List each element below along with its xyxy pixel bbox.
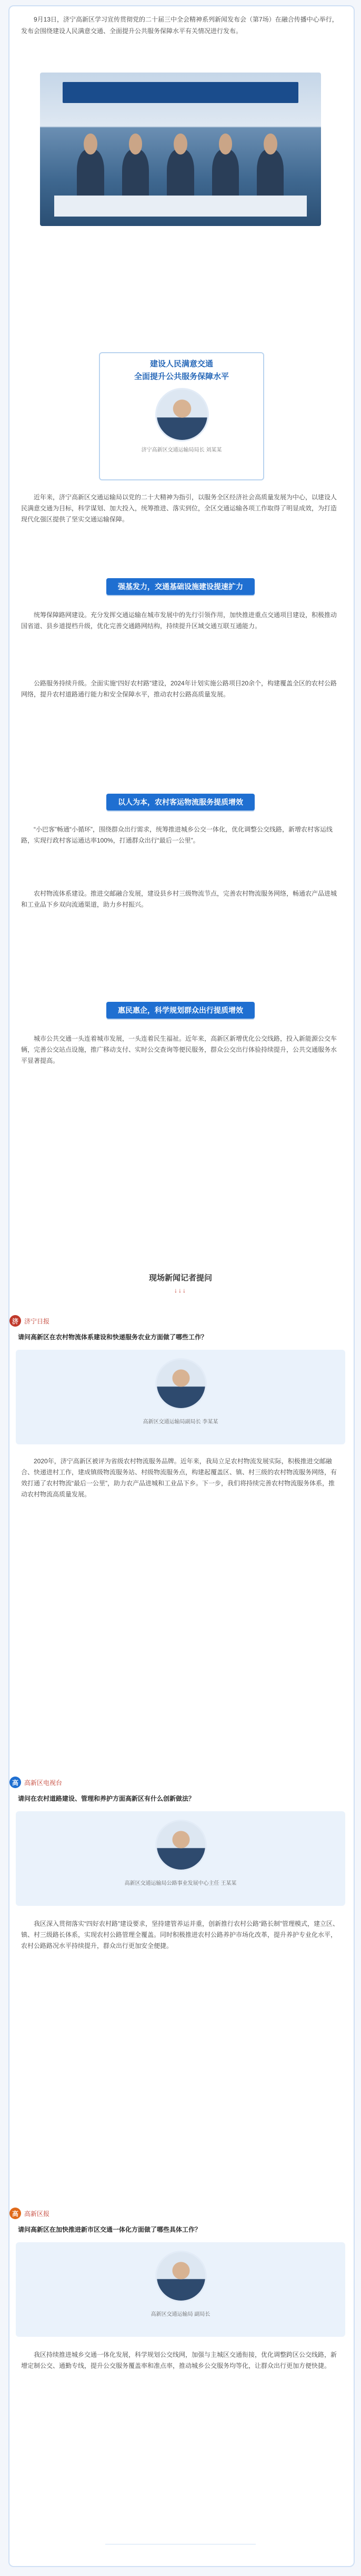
qa1-avatar [155,1358,207,1410]
intro-paragraph: 9月13日，济宁高新区学习宣传贯彻党的二十届三中全会精神系列新闻发布会（第7场）在融合传播中心举行，发布会围绕建设人民满意交通、全面提升公共服务保障水平有关情况进行发布。 [21,16,338,35]
qa3-caption: 高新区交通运输局 副局长 [151,2312,210,2317]
speaker-profile-card [99,352,264,480]
qa1-outlet-name: 济宁日报 [24,1317,50,1325]
section-2-paragraph-2: 农村物流体系建设。推进交邮融合发展，建设县乡村三级物流节点，完善农村物流服务网络，畅通农产品进城和工业品下乡双向流通渠道，助力乡村振兴。 [21,890,337,908]
qa2-avatar [155,1820,207,1871]
outlet-logo-icon: 高 [9,2208,21,2219]
qa3-avatar [155,2251,207,2302]
section-2-heading [0,794,361,810]
profile-title-line2: 全面提升公共服务保障水平 [134,372,229,381]
section-3-paragraph-1: 城市公共交通一头连着城市发展，一头连着民生福祉。近年来，高新区新增优化公交线路，投入新能源公交车辆，完善公交站点设施，推广移动支付、实时公交查询等便民服务，群众公交出行体验持续提升，公共交通服务水平显著提高。 [21,1035,337,1064]
section-1-paragraph-1: 统筹保障路网建设。充分发挥交通运输在城市发展中的先行引领作用，加快推进重点交通项目建设，积极推动国省道、县乡道提档升级，优化完善交通路网结构，持续提升区域交通互联互通能力。 [21,611,337,630]
qa1-photo-box [16,1350,345,1444]
paragraph-1: 近年来，济宁高新区交通运输局以党的二十大精神为指引，以服务全区经济社会高质量发展为中心，以建设人民满意交通为目标，科学谋划、加大投入，统筹推进、落实到位，全区交通运输各项工作取得了明显成效，为打造现代化强区提供了坚实交通运输保障。 [21,494,337,523]
qa2-answer: 我区深入贯彻落实“四好农村路”建设要求，坚持建管养运并重，创新推行农村公路“路长制”管理模式，建立区、镇、村三级路长体系，实现农村公路管理全覆盖。同时积极推进农村公路养护市场化改革，提升养护专业化水平，农村公路路况水平持续提升，群众出行更加安全便捷。 [21,1920,339,1949]
qa2-question: 请问在农村道路建设、管理和养护方面高新区有什么创新做法？ [18,1795,195,1802]
briefing-title: 现场新闻记者提问 [148,1274,212,1282]
qa1-answer: 2020年，济宁高新区被评为省级农村物流服务品牌。近年来，我局立足农村物流发展实际，积极推进交邮融合、快递进村工作，建成镇级物流服务站、村级物流服务点，构建起覆盖区、镇、村三级的农村物流服务网络，有效打通了农村物流“最后一公里”，助力农产品进城和工业品下乡。下一步，我们将持续完善农村物流服务体系，推动农村物流高质量发展。 [21,1458,337,1498]
section-2-title: 以人为本，农村客运物流服务提质增效 [106,794,255,810]
briefing-arrows: ↓↓↓ [174,1287,187,1294]
outlet-logo-icon: 高 [9,1777,21,1788]
speaker-avatar [155,388,209,442]
qa3-photo-box [16,2242,345,2337]
section-1-paragraph-2: 公路服务持续升级。全面实施“四好农村路”建设，2024年计划实施公路项目20余个，构建覆盖全区的农村公路网络，提升农村道路通行能力和安全保障水平，推动农村公路高质量发展。 [21,680,337,698]
qa1-caption: 高新区交通运输局副局长 李某某 [143,1419,218,1425]
qa1-outlet [9,1315,49,1327]
qa2-photo-box [16,1811,345,1906]
qa3-outlet [9,2208,49,2219]
section-2-paragraph-1: “小巴客”畅通“小循环”，围绕群众出行需求，统筹推进城乡公交一体化，优化调整公交线路，新增农村客运线路，实现行政村客运通达率100%，打通群众出行“最后一公里”。 [21,826,333,844]
qa2-caption: 高新区交通运输局公路事业发展中心主任 王某某 [124,1881,237,1886]
qa3-outlet-name: 高新区报 [24,2210,50,2218]
section-1-title: 强基发力，交通基础设施建设提速扩力 [106,578,255,595]
qa1-question: 请问高新区在农村物流体系建设和快递服务农业方面做了哪些工作？ [18,1333,208,1341]
press-conference-photo [40,73,321,226]
qa2-outlet-name: 高新区电视台 [24,1779,63,1787]
outlet-logo-icon: 济 [9,1315,21,1327]
qa3-answer: 我区持续推进城乡交通一体化发展，科学规划公交线网，加强与主城区交通衔接，优化调整跨区公交线路，新增定制公交、通勤专线，提升公交服务覆盖率和准点率，推动城乡公交服务均等化，让群众出行更加方便快捷。 [21,2351,337,2369]
speaker-caption: 济宁高新区交通运输局局长 刘某某 [141,447,222,453]
section-3-title: 惠民惠企，科学规划群众出行提质增效 [106,1002,255,1019]
qa3-question: 请问高新区在加快推进新市区交通一体化方面做了哪些具体工作？ [18,2226,202,2233]
qa2-outlet [9,1777,62,1788]
profile-title-line1: 建设人民满意交通 [149,360,213,368]
section-1-heading [0,578,361,595]
section-3-heading [0,1002,361,1019]
